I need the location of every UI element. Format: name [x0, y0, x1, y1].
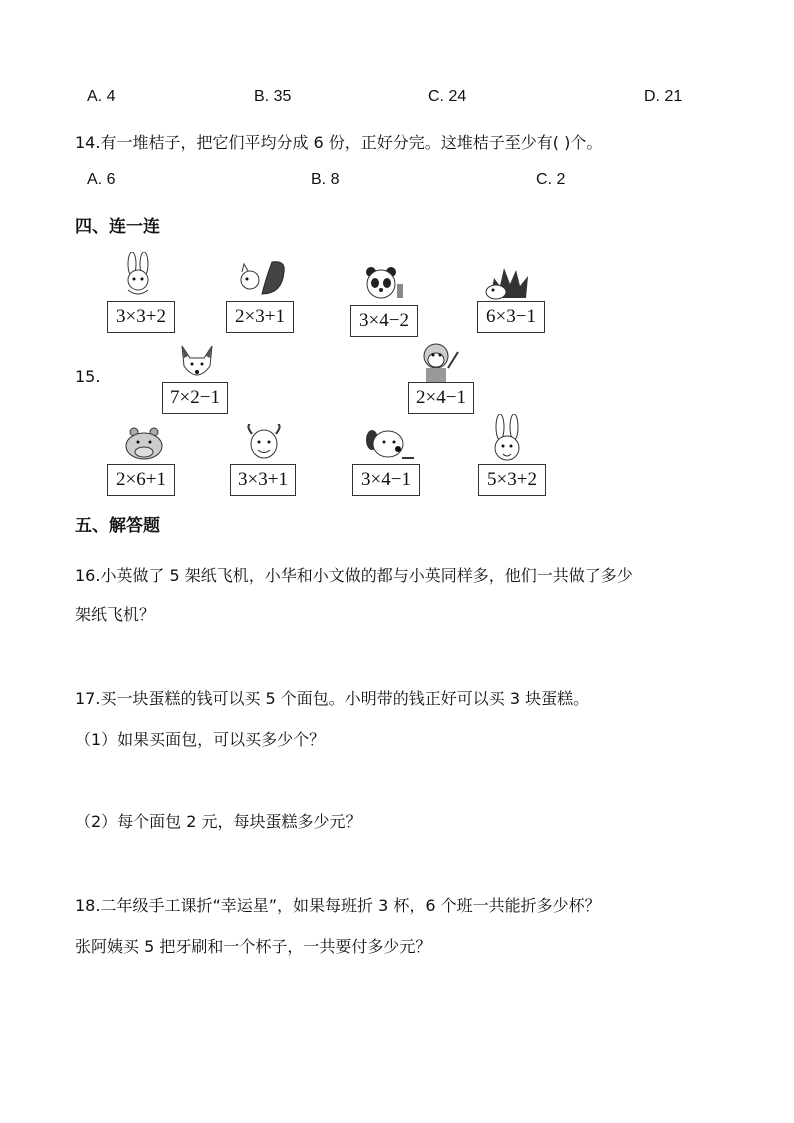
fox-icon	[172, 342, 222, 384]
question-16: 16.小英做了 5 架纸飞机，小华和小文做的都与小英同样多，他们一共做了多少	[75, 566, 633, 585]
bunny-icon	[484, 414, 530, 464]
goat-icon	[240, 424, 290, 464]
option-a: A. 6	[87, 171, 116, 188]
question-number: 15.	[75, 367, 101, 386]
option-b: B. 8	[311, 171, 340, 188]
expression-box[interactable]: 3×4−1	[352, 464, 420, 496]
option-d: D. 21	[644, 88, 683, 105]
option-c: C. 2	[536, 171, 566, 188]
sub-question-1: （1）如果买面包，可以买多少个？	[75, 730, 326, 749]
rabbit-icon	[114, 252, 164, 298]
expression-box[interactable]: 7×2−1	[162, 382, 228, 414]
question-17: 17.买一块蛋糕的钱可以买 5 个面包。小明带的钱正好可以买 3 块蛋糕。	[75, 689, 590, 708]
section-title: 五、解答题	[75, 516, 160, 536]
expression-box[interactable]: 2×6+1	[107, 464, 175, 496]
expression-box[interactable]: 3×4−2	[350, 305, 418, 337]
option-b: B. 35	[254, 88, 292, 105]
hippo-icon	[118, 424, 172, 464]
question-16-cont: 架纸飞机？	[75, 605, 156, 624]
expression-box[interactable]: 2×4−1	[408, 382, 474, 414]
expression-box[interactable]: 2×3+1	[226, 301, 294, 333]
panda-icon	[357, 264, 411, 304]
option-c: C. 24	[428, 88, 467, 105]
expression-box[interactable]: 3×3+2	[107, 301, 175, 333]
option-a: A. 4	[87, 88, 116, 105]
expression-box[interactable]: 6×3−1	[477, 301, 545, 333]
hedgehog-icon	[480, 262, 534, 302]
question-18-cont: 张阿姨买 5 把牙刷和一个杯子，一共要付多少元？	[75, 937, 432, 956]
dog-icon	[362, 424, 418, 466]
section-title: 四、连一连	[75, 217, 160, 237]
expression-box[interactable]: 3×3+1	[230, 464, 296, 496]
question-18: 18.二年级手工课折“幸运星”，如果每班折 3 杯，6 个班一共能折多少杯？	[75, 896, 601, 915]
expression-box[interactable]: 5×3+2	[478, 464, 546, 496]
question-14: 14.有一堆桔子，把它们平均分成 6 份，正好分完。这堆桔子至少有( )个。	[75, 133, 603, 152]
squirrel-icon	[232, 258, 292, 300]
sub-question-2: （2）每个面包 2 元，每块蛋糕多少元？	[75, 812, 362, 831]
monkey-icon	[416, 338, 466, 384]
